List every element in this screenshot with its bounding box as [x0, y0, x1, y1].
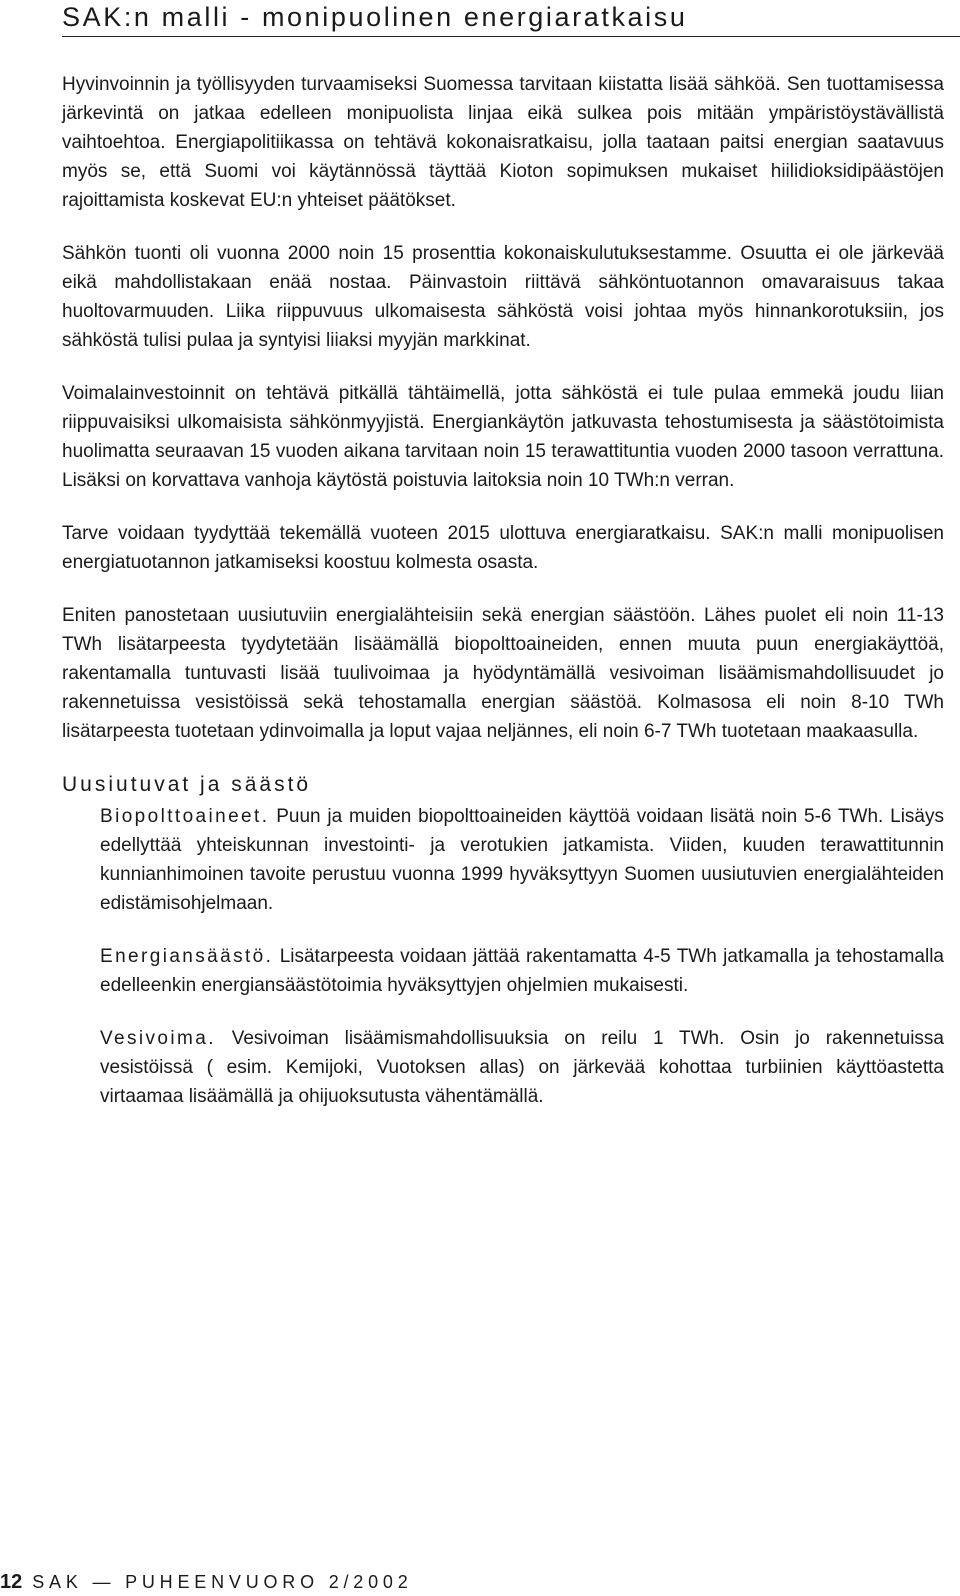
paragraph-solution: Tarve voidaan tyydyttää tekemällä vuoteen 2015 ulottuva energiaratkaisu. SAK:n malli monipuolisen energiatuotannon jatkamiseksi koostuu kolmesta osasta.	[62, 523, 944, 573]
page-header	[62, 0, 960, 37]
subsection-hydropower	[100, 1024, 944, 1111]
subsection-lead: Biopolttoaineet.	[100, 806, 270, 827]
subsection-energy-saving	[100, 942, 944, 1000]
page-number: 12	[0, 1571, 23, 1593]
paragraph-investments: Voimalainvestoinnit on tehtävä pitkällä tähtäimellä, jotta sähköstä ei tule pulaa emmekä joudu liian riippuvaisiksi ulkomaisista sähkönmyyjistä. Energiankäytön jatkuvasta tehostumisesta ja säästötoimista huolimatta seuraavan 15 vuoden aikana tarvitaan noin 15 terawattituntia vuoden 2000 tasoon verrattuna. Lisäksi on korvattava vanhoja käytöstä poistuvia laitoksia noin 10 TWh:n verran.	[62, 383, 944, 491]
paragraph-renewables: Eniten panostetaan uusiutuviin energialähteisiin sekä energian säästöön. Lähes puolet eli noin 11-13 TWh lisätarpeesta tyydytetään lisäämällä biopolttoaineiden, ennen muuta puun energiakäyttöä, rakentamalla tuntuvasti lisää tuulivoimaa ja hyödyntämällä vesivoiman lisäämismahdollisuudet jo rakennetuissa vesistöissä sekä tehostamalla energian säästöä. Kolmasosa eli noin 8-10 TWh lisätarpeesta tuotetaan ydinvoimalla ja loput vajaa neljännes, eli noin 6-7 TWh tuotetaan maakaasulla.	[62, 605, 944, 742]
paragraph-intro: Hyvinvoinnin ja työllisyyden turvaamiseksi Suomessa tarvitaan kiistatta lisää sähköä. Sen tuottamisessa järkevintä on jatkaa edelleen monipuolista linjaa eikä sulkea pois mitään ympäristöystävällistä vaihtoehtoa. Energiapolitiikassa on tehtävä kokonaisratkaisu, jolla taataan paitsi energian saatavuus myös se, että Suomi voi käytännössä täyttää Kioton sopimuksen mukaiset hiilidioksidipäästöjen rajoittamista koskevat EU:n yhteiset päätökset.	[62, 74, 944, 211]
subsection-lead: Vesivoima.	[100, 1028, 216, 1049]
page-footer	[0, 1572, 413, 1596]
subsection-text: Vesivoiman lisäämismahdollisuuksia on reilu 1 TWh. Osin jo rakennetuissa vesistöissä ( esim. Kemijoki, Vuotoksen allas) on järkevää kohottaa turbiinien käyttöastetta virtaamaa lisäämällä ja ohijuoksutusta vähentämällä.	[100, 1028, 944, 1107]
page-title: SAK:n malli - monipuolinen energiaratkaisu	[62, 2, 688, 32]
subsection-text: Puun ja muiden biopolttoaineiden käyttöä voidaan lisätä noin 5-6 TWh. Lisäys edellyttää yhteiskunnan investointi- ja verotukien jatkamista. Viiden, kuuden terawattitunnin kunnianhimoinen tavoite perustuu vuonna 1999 hyväksyttyyn Suomen uusiutuvien energialähteiden edistämisohjelmaan.	[100, 806, 944, 914]
subsection-text: Lisätarpeesta voidaan jättää rakentamatta 4-5 TWh jatkamalla ja tehostamalla edelleenkin energiansäästötoimia hyväksyttyjen ohjelmien mukaisesti.	[100, 946, 944, 996]
subsection-biofuels	[100, 802, 944, 918]
section-heading: Uusiutuvat ja säästö	[62, 773, 312, 796]
article-body	[62, 70, 944, 1135]
paragraph-imports: Sähkön tuonti oli vuonna 2000 noin 15 prosenttia kokonaiskulutuksestamme. Osuutta ei ole järkevää eikä mahdollistakaan enää nostaa. Päinvastoin riittävä sähköntuotannon omavaraisuus takaa huoltovarmuuden. Liika riippuvuus ulkomaisesta sähköstä voisi johtaa myös hinnankorotuksiin, jos sähköstä tulisi pulaa ja syntyisi liiaksi myyjän markkinat.	[62, 243, 944, 351]
publication-name: SAK — PUHEENVUORO 2/2002	[32, 1572, 413, 1592]
subsection-lead: Energiansäästö.	[100, 946, 274, 967]
subsection-list	[100, 802, 944, 1111]
